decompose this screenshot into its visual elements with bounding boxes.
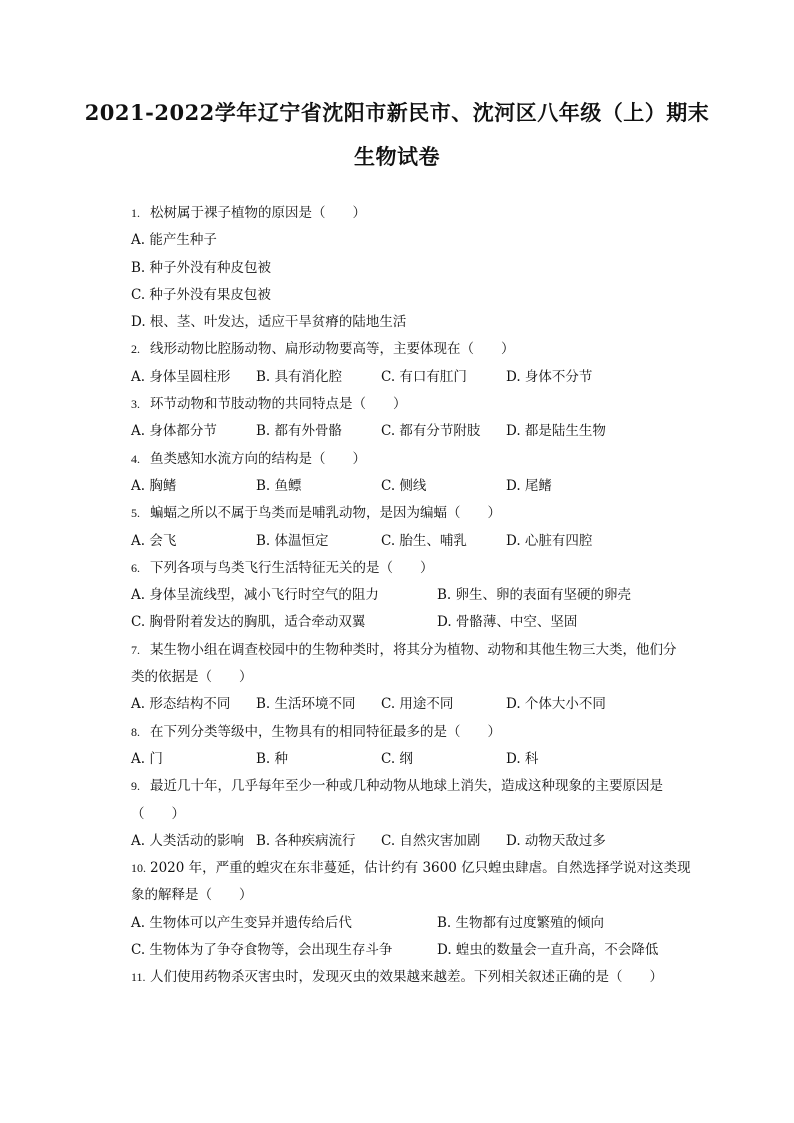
option: A. 能产生种子 (131, 232, 217, 249)
option: D. 根、茎、叶发达，适应干旱贫瘠的陆地生活 (131, 314, 407, 331)
question-7-cont: 类的依据是（ ） (131, 669, 253, 686)
options-row (131, 609, 697, 636)
option: B. 体温恒定 (256, 532, 329, 549)
question-list (131, 200, 697, 992)
option: A. 胸鳍 (131, 477, 177, 494)
option: C. 有口有肛门 (381, 368, 467, 385)
options-row (131, 828, 697, 855)
options-row (131, 364, 697, 391)
exam-subtitle: 生物试卷 (354, 144, 440, 169)
option: A. 身体呈流线型，减小飞行时空气的阻力 (131, 587, 379, 604)
option: A. 人类活动的影响 (131, 832, 244, 849)
options-row (131, 691, 697, 718)
option: D. 蝗虫的数量会一直升高，不会降低 (437, 942, 659, 959)
options-row (131, 582, 697, 609)
question-4: 4. 鱼类感知水流方向的结构是（ ） (131, 450, 366, 467)
option: D. 科 (506, 750, 539, 767)
option: D. 身体不分节 (506, 368, 593, 385)
question-6: 6. 下列各项与鸟类飞行生活特征无关的是（ ） (131, 559, 434, 576)
option: C. 纲 (381, 750, 413, 767)
option: D. 心脏有四腔 (506, 532, 593, 549)
option: B. 各种疾病流行 (256, 832, 356, 849)
option: A. 生物体可以产生变异并遗传给后代 (131, 914, 352, 931)
option: D. 都是陆生生物 (506, 423, 606, 440)
option: C. 生物体为了争夺食物等，会出现生存斗争 (131, 942, 393, 959)
option: A. 门 (131, 750, 163, 767)
options-row (131, 473, 697, 500)
option: A. 会飞 (131, 532, 177, 549)
option: C. 用途不同 (381, 696, 454, 713)
option: C. 侧线 (381, 477, 427, 494)
option: B. 生活环境不同 (256, 696, 356, 713)
option: C. 都有分节附肢 (381, 423, 481, 440)
question-10: 10. 2020 年，严重的蝗灾在东非蔓延，估计约有 3600 亿只蝗虫肆虐。自然选择学说对这类现 (131, 860, 691, 877)
option: B. 鱼鳔 (256, 477, 302, 494)
option: B. 卵生、卵的表面有坚硬的卵壳 (437, 587, 632, 604)
options-row (131, 746, 697, 773)
option: B. 生物都有过度繁殖的倾向 (437, 914, 605, 931)
option: B. 都有外骨骼 (256, 423, 343, 440)
option: D. 动物天敌过多 (506, 832, 606, 849)
question-9-cont: （ ） (131, 805, 185, 822)
question-8: 8. 在下列分类等级中，生物具有的相同特征最多的是（ ） (131, 723, 501, 740)
question-7: 7. 某生物小组在调查校园中的生物种类时，将其分为植物、动物和其他生物三大类，他们分 (131, 641, 677, 658)
option: B. 种 (256, 750, 289, 767)
options-row (131, 937, 697, 964)
options-row (131, 910, 697, 937)
option: B. 具有消化腔 (256, 368, 343, 385)
option: C. 自然灾害加剧 (381, 832, 481, 849)
question-2: 2. 线形动物比腔肠动物、扁形动物要高等，主要体现在（ ） (131, 341, 515, 358)
option: A. 形态结构不同 (131, 696, 231, 713)
question-5: 5. 蝙蝠之所以不属于鸟类而是哺乳动物，是因为编蝠（ ） (131, 505, 501, 522)
option: A. 身体呈圆柱形 (131, 368, 231, 385)
option: B. 种子外没有种皮包被 (131, 259, 272, 276)
question-10-cont: 象的解释是（ ） (131, 887, 253, 904)
option: C. 种子外没有果皮包被 (131, 286, 271, 303)
options-row (131, 418, 697, 445)
question-11: 11. 人们使用药物杀灭害虫时，发现灭虫的效果越来越差。下列相关叙述正确的是（ ） (131, 969, 663, 986)
option: D. 尾鳍 (506, 477, 552, 494)
option: C. 胎生、哺乳 (381, 532, 467, 549)
question-9: 9. 最近几十年，几乎每年至少一种或几种动物从地球上消失，造成这种现象的主要原因是 (131, 778, 663, 795)
exam-title: 2021-2022学年辽宁省沈阳市新民市、沈河区八年级（上）期末 (84, 100, 710, 125)
option: A. 身体都分节 (131, 423, 217, 440)
option: D. 个体大小不同 (506, 696, 606, 713)
option: C. 胸骨附着发达的胸肌，适合牵动双翼 (131, 614, 366, 631)
question-1: 1. 松树属于裸子植物的原因是（ ） (131, 205, 366, 221)
options-row (131, 528, 697, 555)
question-3: 3. 环节动物和节肢动物的共同特点是（ ） (131, 396, 407, 413)
option: D. 骨骼薄、中空、坚固 (437, 614, 578, 631)
